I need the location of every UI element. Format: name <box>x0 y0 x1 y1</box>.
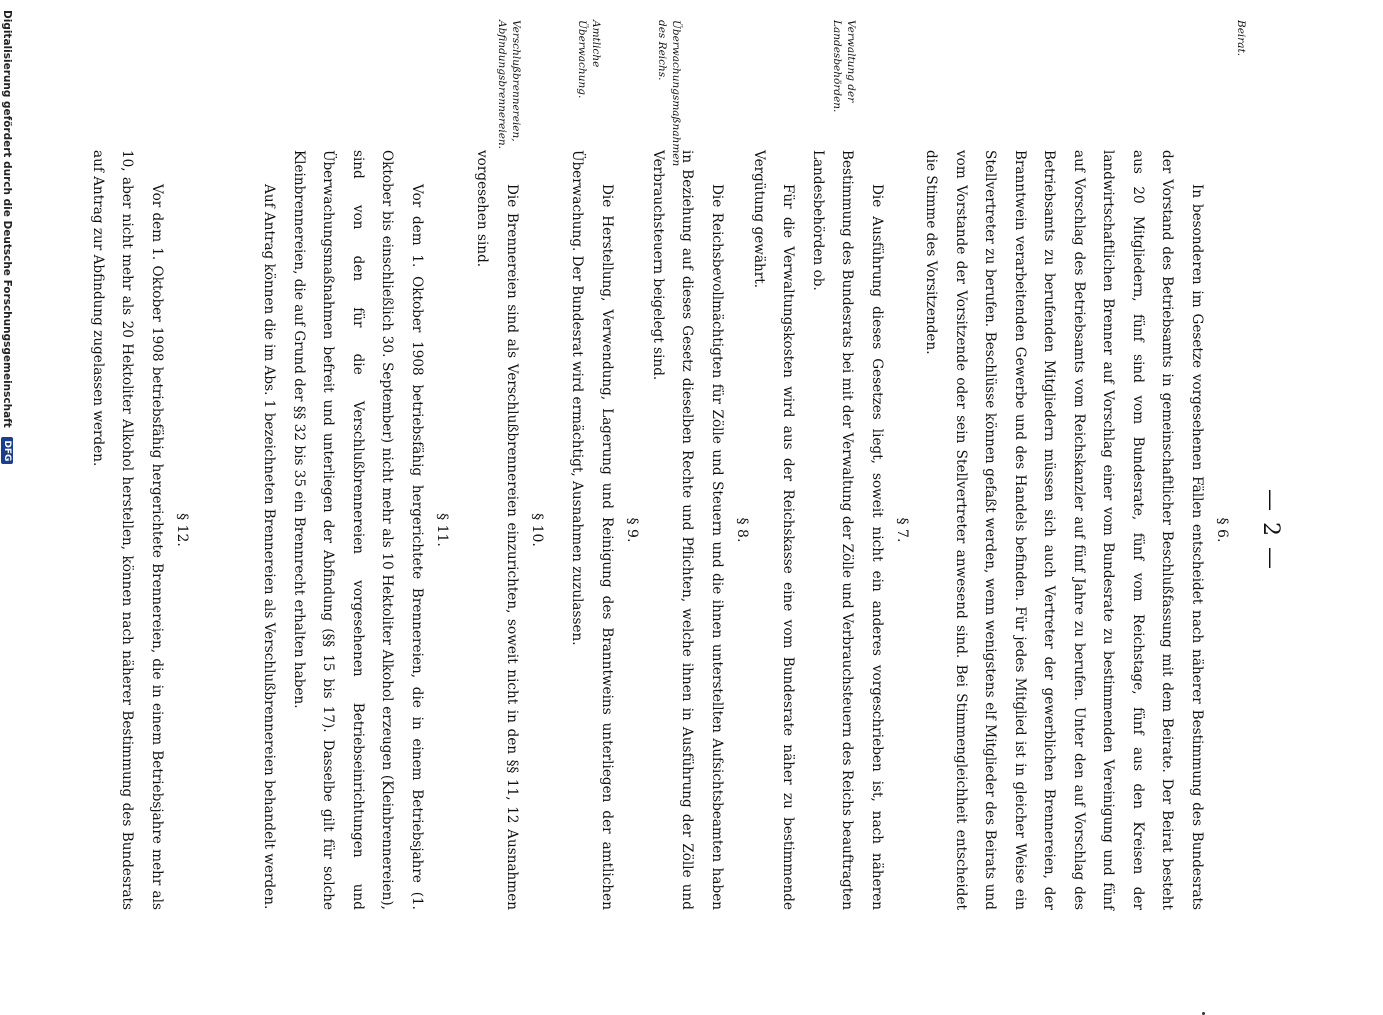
section-paragraph: Die Ausführung dieses Gesetzes liegt, soweit nicht ein anderes vorgeschrieben ist, nach näheren Bestimmung des Bundesrats bei mit der Verwaltung der Zölle und Verbrauchsteuern des Reichs beauftragten Landesbehörden ob. <box>810 150 885 910</box>
section-heading: § 12. <box>174 513 190 547</box>
section-9 <box>562 150 643 910</box>
margin-note-beirat: Beirat. <box>1235 20 1247 57</box>
margin-note-ueberwachungsmassnahmen: Überwachungsmaßnahmen des Reichs. <box>656 20 682 167</box>
section-paragraph: Die Brennereien sind als Verschlußbrennereien einzurichten, soweit nicht in den §§ 11, 12 Ausnahmen vorgesehen sind. <box>474 150 520 910</box>
section-12 <box>83 150 194 910</box>
section-heading: § 11. <box>434 513 450 547</box>
section-paragraph: Die Herstellung, Verwendung, Lagerung und Reinigung des Branntweins unterliegen der amtlichen Überwachung. Der Bundesrat wird ermächtigt, Ausnahmen zuzulassen. <box>569 150 615 910</box>
section-11 <box>254 150 453 910</box>
section-6 <box>916 150 1233 910</box>
digitization-note <box>1 10 13 990</box>
section-8 <box>643 150 754 910</box>
section-paragraph: Für die Verwaltungskosten wird aus der Reichskasse eine vom Bundesrate näher zu bestimmende Vergütung gewährt. <box>751 150 797 910</box>
section-paragraph: Vor dem 1. Oktober 1908 betriebsfähig hergerichtete Brennereien, die in einem Betriebsjahre (1. Oktober bis einschließlich 30. September) nicht mehr als 10 Hektoliter Alkohol erzeugen (Kleinbrennereien), sind von den für die Verschlußbrennereien vorgesehenen Betriebseinrichtungen und Überwachungsmaßnahmen befreit und unterliegen der Abfindung (§§ 15 bis 17). Dasselbe gilt für solche Kleinbrennereien, die auf Grund der §§ 32 bis 35 ein Brennrecht erhalten haben. <box>291 150 425 910</box>
section-heading: § 7. <box>894 517 910 543</box>
section-7 <box>744 150 914 910</box>
dfg-logo: DFG <box>1 437 13 464</box>
section-paragraph: In besonderen im Gesetze vorgesehenen Fällen entscheidet nach näherer Bestimmung des Bundesrats der Vorstand des Betriebsamts in gemeinschaftlicher Beschlußfassung mit dem Beirate. Der Beirat besteht aus 20 Mitgliedern, fünf sind vom Bundesrate, fünf vom Reichstage, fünf aus den Kreisen der landwirtschaftlichen Brenner auf Vorschlag einer vom Bundesrate zu bestimmenden Vereinigung und fünf auf Vorschlag des Betriebsamts vom Reichskanzler auf fünf Jahre zu berufen. Unter den auf Vorschlag des Betriebsamts zu berufenden Mitgliedern müssen sich auch Vertreter der gewerblichen Brennereien, der Branntwein verarbeitenden Gewerbe und des Handels befinden. Für jedes Mitglied ist in gleicher Weise ein Stellvertreter zu berufen. Beschlüsse können gefaßt werden, wenn wenigstens elf Mitglieder des Beirats und vom Vorstande der Vorsitzende oder sein Stellvertreter anwesend sind. Bei Stimmengleichheit entscheidet die Stimme des Vorsitzenden. <box>923 150 1205 910</box>
margin-note-verwaltung: Verwaltung der Landesbehörden. <box>831 20 857 113</box>
section-paragraph: Die Reichsbevollmächtigten für Zölle und Steuern und die ihnen unterstellten Aufsichtsbeamten haben in Beziehung auf dieses Gesetz dieselben Rechte und Pflichten, welche ihnen in Ausführung der Zölle und Verbrauchsteuern beigelegt sind. <box>650 150 725 910</box>
digitization-text: Digitalisierung gefördert durch die Deutsche Forschungsgemeinschaft <box>1 10 13 428</box>
page-number: — 2 — <box>1258 489 1283 571</box>
section-10 <box>467 150 548 910</box>
section-heading: § 10. <box>529 513 545 547</box>
section-heading: § 6. <box>1214 517 1230 543</box>
section-heading: § 8. <box>734 517 750 543</box>
section-heading: § 9. <box>624 517 640 543</box>
section-paragraph: Auf Antrag können die im Abs. 1 bezeichneten Brennereien als Verschlußbrennereien behandelt werden. <box>261 184 278 910</box>
margin-note-amtliche-ueberwachung: Amtliche Überwachung. <box>576 20 602 99</box>
margin-note-verschlussbrennereien: Verschlußbrennereien, Abfindungsbrennereien. <box>496 20 522 150</box>
section-paragraph: Vor dem 1. Oktober 1908 betriebsfähig hergerichtete Brennereien, die in einem Betriebsjahre mehr als 10, aber nicht mehr als 20 Hektoliter Alkohol herstellen, können nach näherer Bestimmung des Bundesrats auf Antrag zur Abfindung zugelassen werden. <box>90 150 165 910</box>
